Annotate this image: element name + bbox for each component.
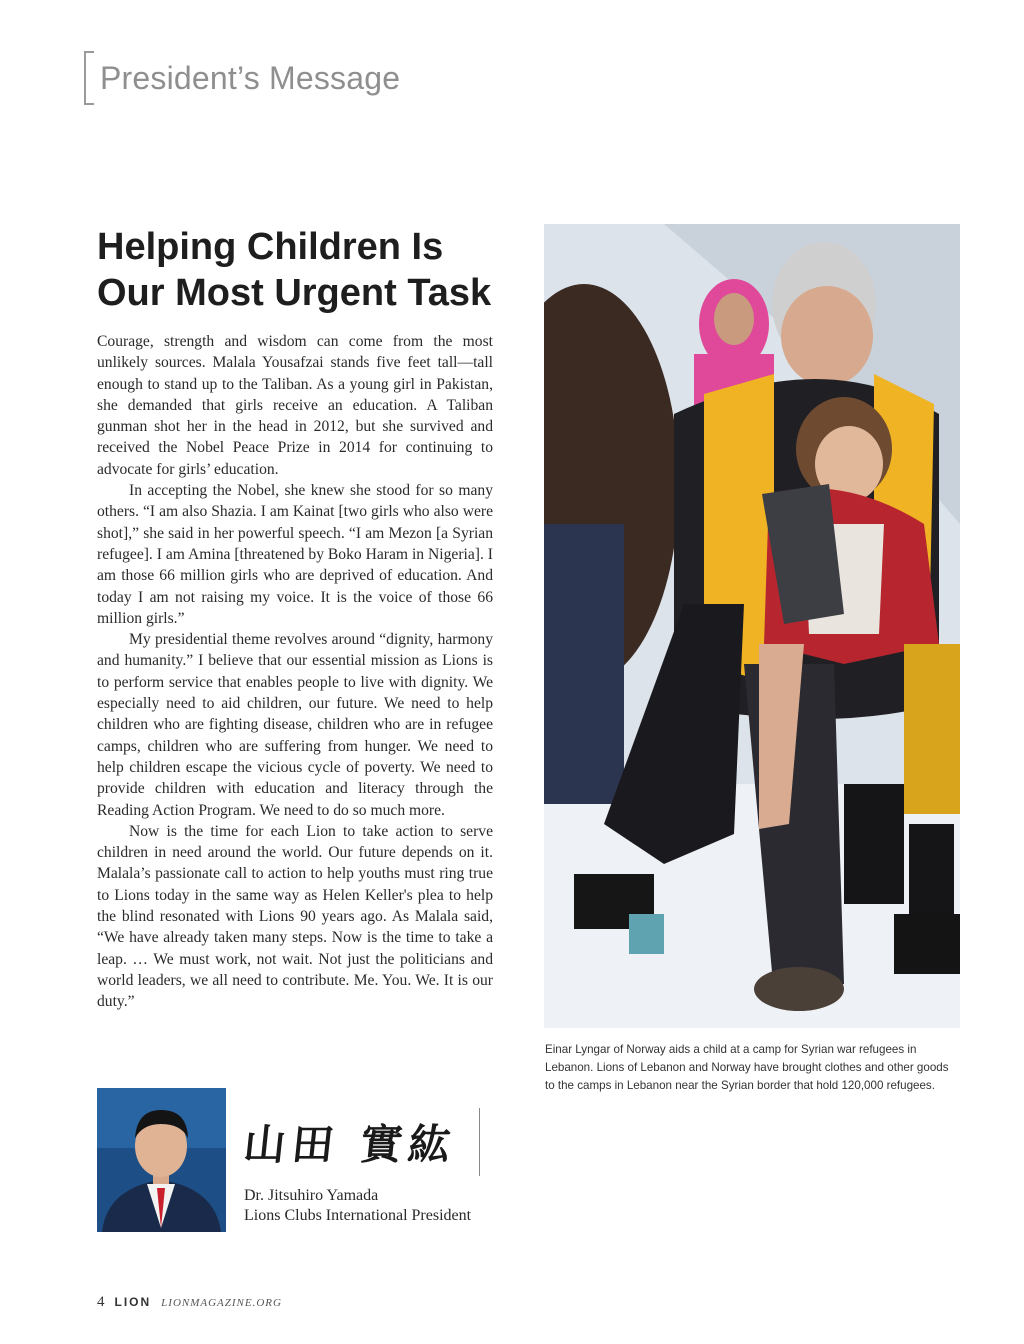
- signature-calligraphy: 山田 實紘: [241, 1120, 459, 1169]
- headline-line-2: Our Most Urgent Task: [97, 272, 492, 314]
- bracket-decoration: [84, 51, 94, 105]
- photo-caption: Einar Lyngar of Norway aids a child at a camp for Syrian war refugees in Lebanon. Lions of Lebanon and Norway have brought clothes and other goods to the camps in Lebanon near the Syrian border that hold 120,000 refugees.: [545, 1043, 949, 1092]
- section-title: President’s Message: [100, 59, 401, 96]
- signer-title: Lions Clubs International President: [244, 1207, 472, 1224]
- signature-divider: [479, 1108, 480, 1176]
- photo-illustration: [544, 224, 960, 1028]
- paragraph-3: My presidential theme revolves around “dignity, harmony and humanity.” I believe that our essential mission as Lions is to perform service that enables people to live with dignity. We especially need to aid children, our future. We need to help children who are fighting disease, children who are in refugee camps, children who are suffering from hunger. We need to help children escape the vicious cycle of poverty. We need to provide children with education and literacy through the Reading Action Program. We need to do so much more.: [97, 631, 493, 819]
- headline-line-1: Helping Children Is: [97, 226, 444, 268]
- signer-name: Dr. Jitsuhiro Yamada: [244, 1187, 379, 1204]
- section-header: [84, 52, 400, 104]
- paragraph-2: In accepting the Nobel, she knew she stood for so many others. “I am also Shazia. I am Kainat [two girls who also were shot],” she said in her powerful speech. “I am Mezon [a Syrian refugee]. I am Amina [threatened by Boko Haram in Nigeria]. I am those 66 million girls who are deprived of education. And today I am not raising my voice. It is the voice of those 66 million girls.”: [97, 482, 493, 627]
- article-body: [97, 331, 493, 1013]
- portrait-illustration: [97, 1088, 226, 1232]
- president-portrait: [97, 1088, 226, 1232]
- page-footer: [97, 1294, 282, 1314]
- page-number: 4: [97, 1294, 105, 1310]
- paragraph-4: Now is the time for each Lion to take action to serve children in need around the world. Our future depends on it. Malala’s passionate call to action to help youths must ring true to Lions today in the same way as Helen Keller's plea to help the blind resonated with Lions 90 years ago. As Malala said, “We have already taken many steps. Now is the time to take a leap. … We must work, not wait. Not just the politicians and world leaders, we all need to contribute. Me. You. We. It is our duty.”: [97, 822, 493, 1011]
- magazine-url: LIONMAGAZINE.ORG: [161, 1297, 282, 1309]
- handwritten-signature: [241, 1108, 484, 1180]
- signer-block: [244, 1186, 544, 1226]
- magazine-name: LION: [114, 1295, 152, 1309]
- paragraph-1: Courage, strength and wisdom can come from the most unlikely sources. Malala Yousafzai stands five feet tall—tall enough to stand up to the Taliban. As a young girl in Pakistan, she demanded that girls receive an education. A Taliban gunman shot her in the head in 2012, but she survived and received the Nobel Peace Prize in 2014 for continuing to advocate for girls’ education.: [97, 333, 493, 478]
- feature-photo: [544, 224, 960, 1028]
- article-headline: [97, 224, 517, 316]
